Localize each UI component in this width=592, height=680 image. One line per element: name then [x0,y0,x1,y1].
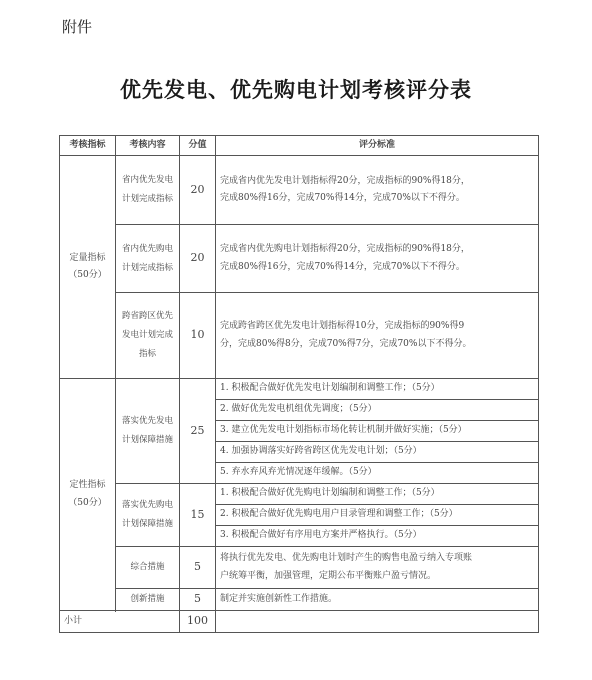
category-points: （50分） [68,497,107,508]
criteria-line: 完成跨省跨区优先发电计划指标得10分，完成指标的90%得9 [220,321,465,332]
criteria-item: 2. 积极配合做好优先购电用户目录管理和调整工作；（5分） [216,505,539,526]
criteria-item: 1. 积极配合做好优先购电计划编制和调整工作；（5分） [216,484,539,505]
criteria-item: 5. 弃水弃风弃光情况逐年缓解。（5分） [216,463,539,484]
table-row [60,225,539,293]
content-cell: 落实优先发电计划保障措施 [116,379,180,484]
content-cell: 跨省跨区优先发电计划完成指标 [116,293,180,379]
category-qualitative [60,379,116,611]
category-label: 定量指标 [69,252,106,263]
document-title: 优先发电、优先购电计划考核评分表 [120,77,472,102]
content-cell: 综合措施 [116,547,180,589]
content-cell: 省内优先发电计划完成指标 [116,156,180,225]
criteria-item: 2. 做好优先发电机组优先调度；（5分） [216,400,539,421]
criteria-item: 3. 积极配合做好有序用电方案并严格执行。（5分） [216,526,539,547]
category-points: （50分） [68,270,107,280]
attachment-label: 附件 [62,18,93,36]
subtotal-row [60,611,539,633]
criteria-item: 4. 加强协调落实好跨省跨区优先发电计划；（5分） [216,442,539,463]
table-row [60,589,539,611]
criteria-line: 将执行优先发电、优先购电计划时产生的购售电盈亏纳入专项账 [220,553,473,564]
criteria-line: 完成省内优先购电计划指标得20分，完成指标的90%得18分， [220,244,470,255]
content-cell: 省内优先购电计划完成指标 [116,225,180,293]
criteria-line: 完成省内优先发电计划指标得20分，完成指标的90%得18分， [220,175,470,186]
subtotal-score: 100 [180,611,216,633]
criteria-cell: 制定并实施创新性工作措施。 [216,589,539,611]
criteria-line: 完成80%得16分，完成70%得14分，完成70%以下不得分。 [220,261,465,272]
criteria-item: 3. 建立优先发电计划指标市场化转让机制并做好实施；（5分） [216,421,539,442]
score-cell: 20 [180,225,216,293]
table-row [60,379,539,400]
score-cell: 10 [180,293,216,379]
category-label: 定性指标 [69,480,106,491]
header-content: 考核内容 [116,136,180,156]
table-header-row [60,136,539,156]
header-criteria: 评分标准 [216,136,539,156]
subtotal-label: 小计 [60,611,180,633]
score-cell: 15 [180,484,216,547]
table-row [60,484,539,505]
criteria-cell [216,547,539,589]
criteria-line: 分，完成80%得8分，完成70%得7分，完成70%以下不得分。 [220,338,472,349]
assessment-table [59,135,539,633]
criteria-line: 户统筹平衡，加强管理，定期公布平衡账户盈亏情况。 [220,570,437,581]
score-cell: 5 [180,547,216,589]
content-cell: 创新措施 [116,589,180,611]
subtotal-empty [216,611,539,633]
criteria-cell [216,225,539,293]
criteria-line: 完成80%得16分，完成70%得14分，完成70%以下不得分。 [220,193,465,203]
criteria-cell [216,293,539,379]
score-cell: 5 [180,589,216,611]
criteria-cell [216,156,539,225]
content-cell: 落实优先购电计划保障措施 [116,484,180,547]
score-cell: 25 [180,379,216,484]
header-score: 分值 [180,136,216,156]
header-indicator: 考核指标 [60,136,116,156]
score-cell: 20 [180,156,216,225]
table-row [60,547,539,589]
criteria-item: 1. 积极配合做好优先发电计划编制和调整工作；（5分） [216,379,539,400]
table-row [60,293,539,379]
table-row [60,156,539,225]
category-quantitative [60,156,116,379]
